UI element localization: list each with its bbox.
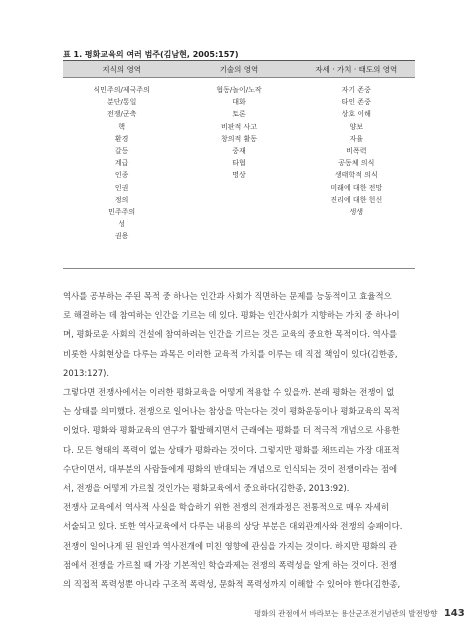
table-cell: 분단/통일 — [106, 98, 137, 107]
header-attitude: 자세 · 가치 · 태도의 영역 — [315, 64, 398, 74]
text-line: 이었다. 평화와 평화교육의 연구가 활발해지면서 근래에는 평화를 더 적극적 개념으로 사용한 — [63, 425, 400, 436]
table-cell: 대화 — [232, 98, 246, 107]
paragraph-3 — [63, 498, 415, 594]
page-number: 143 — [443, 608, 465, 619]
table-cell: 생태학적 의식 — [334, 171, 378, 180]
knowledge-column — [63, 84, 180, 268]
table-cell: 명상 — [232, 171, 246, 180]
skills-column — [180, 84, 297, 268]
table-cell: 상호 이해 — [341, 110, 371, 119]
running-title: 평화의 관점에서 바라보는 용산군조전기념관의 발전방향 — [254, 609, 438, 618]
text-line: 의 직접적 폭력성뿐 아니라 구조적 폭력성, 문화적 폭력성까지 이해할 수 있어야 한다(김한종, — [63, 579, 401, 590]
attitude-column — [298, 84, 415, 268]
table-cell: 토론 — [232, 110, 246, 119]
text-line: 전쟁사 교육에서 역사적 사실을 학습하기 위한 전쟁의 전개과정은 전통적으로 매우 자세히 — [63, 502, 389, 513]
paragraph-2 — [63, 383, 415, 498]
page-footer — [254, 608, 465, 619]
text-line: 수단이면서, 대부분의 사람들에게 평화의 반대되는 개념으로 인식되는 것이 전쟁이라는 점에 — [63, 463, 398, 474]
table-cell: 민주주의 — [108, 207, 136, 216]
text-line: 로 해결하는 데 참여하는 인간을 기르는 데 있다. 평화는 인간사회가 지향하는 가치 중 하나이 — [63, 310, 400, 321]
text-line: 점에서 전쟁을 가르칠 때 가장 기본적인 학습과제는 전쟁의 폭력성을 알게 하는 것이다. 전쟁 — [63, 559, 397, 570]
table-cell: 자기 존중 — [341, 86, 371, 94]
text-line: 며, 평화로운 사회의 건설에 참여하려는 인간을 기르는 것은 교육의 중요한 목적이다. 역사를 — [63, 329, 397, 340]
table-cell: 식민주의/제국주의 — [93, 86, 150, 94]
text-line: 는 상태를 의미했다. 전쟁으로 일어나는 참상을 막는다는 것이 평화운동이나 평화교육의 목적 — [63, 406, 400, 417]
table-cell: 중재 — [232, 146, 246, 155]
table-cell: 인권 — [114, 183, 129, 192]
text-line: 역사를 공부하는 주된 목적 중 하나는 인간과 사회가 직면하는 문제를 능동적이고 효율적으 — [63, 291, 392, 301]
table-cell: 정의 — [114, 195, 129, 204]
table-cell: 협동/놀이/노작 — [216, 86, 262, 94]
header-knowledge: 지식의 영역 — [102, 64, 141, 74]
table-cell: 갈등 — [114, 146, 129, 155]
text-line: 비롯한 사회현상을 다루는 과목은 이러한 교육적 가치를 이루는 데 직접 책임이 있다(김한종, — [63, 348, 398, 359]
table-header-row — [63, 60, 415, 78]
table-cell: 비판적 사고 — [220, 122, 258, 131]
table-body — [63, 78, 415, 269]
table-cell: 미래에 대한 전망 — [330, 183, 383, 192]
table-cell: 전쟁/군축 — [106, 110, 137, 119]
text-line: 서, 전쟁을 어떻게 가르칠 것인가는 평화교육에서 중요하다(김한종, 2013:92). — [63, 483, 350, 494]
table-cell: 핵 — [118, 122, 126, 131]
paragraph-1 — [63, 287, 415, 383]
text-line: 그렇다면 전쟁사에서는 이러한 평화교육을 어떻게 적용할 수 있을까. 본래 평화는 전쟁이 없 — [63, 387, 395, 398]
table-cell: 권용 — [114, 232, 129, 241]
table-cell: 성 — [118, 220, 126, 229]
table-cell: 타협 — [232, 159, 246, 168]
peace-education-table — [63, 60, 415, 269]
table-cell: 비폭력 — [346, 146, 367, 155]
table-cell: 환경 — [114, 134, 129, 143]
text-line: 전쟁이 일어나게 된 원인과 역사전개에 미친 영향에 관심을 가지는 것이다. 하지만 평화의 관 — [63, 540, 397, 551]
text-line: 다. 모든 형태의 폭력이 없는 상태가 평화라는 것이다. 그렇지만 평화를 채뜨리는 가장 대표적 — [63, 444, 400, 455]
text-line: 서술되고 있다. 또한 역사교육에서 다루는 내용의 상당 부분은 대외관계사와 전쟁의 승패이다. — [63, 521, 403, 532]
table-cell: 창의적 활동 — [220, 134, 258, 143]
header-skills: 기술의 영역 — [219, 64, 259, 74]
table-cell: 양보 — [349, 122, 364, 131]
table-cell: 공동체 의식 — [338, 159, 375, 168]
table-cell: 계급 — [114, 159, 129, 168]
table-cell: 생생 — [349, 207, 364, 216]
table-cell: 인종 — [114, 171, 129, 180]
table-caption: 표 1. 평화교육의 여러 범주(김남현, 2005:157) — [63, 50, 239, 59]
table-cell: 진리에 대한 헌신 — [330, 195, 383, 204]
table-cell: 자율 — [349, 134, 364, 143]
table-cell: 타인 존중 — [341, 98, 371, 107]
body-text — [63, 287, 415, 594]
text-line: 2013:127). — [63, 367, 110, 378]
